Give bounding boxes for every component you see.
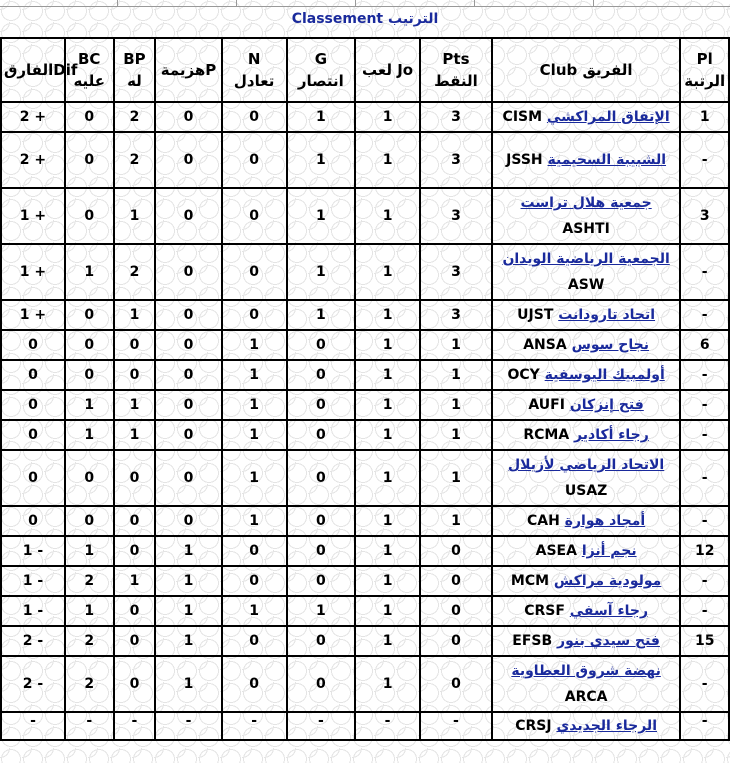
- table-row: [1, 188, 729, 244]
- top-border-strip: [0, 0, 730, 7]
- cell-g: 0: [287, 390, 355, 420]
- cell-jo: -: [355, 712, 420, 740]
- cell-g: 0: [287, 330, 355, 360]
- cell-club: [492, 132, 681, 188]
- cell-bc: 0: [65, 188, 114, 244]
- cell-n: 1: [222, 360, 287, 390]
- club-code: RCMA: [523, 427, 570, 443]
- club-link[interactable]: الرجاء الجديدي: [556, 718, 657, 734]
- cell-bc: 1: [65, 390, 114, 420]
- cell-jo: 1: [355, 132, 420, 188]
- cell-dif: 2 +: [1, 132, 65, 188]
- header-bp: BP له: [114, 38, 156, 102]
- cell-bp: 0: [114, 330, 156, 360]
- cell-n: 0: [222, 656, 287, 712]
- cell-p: 1: [155, 656, 221, 712]
- cell-dif: 0: [1, 360, 65, 390]
- cell-bp: 0: [114, 626, 156, 656]
- cell-p: 0: [155, 360, 221, 390]
- table-row: [1, 450, 729, 506]
- cell-bp: 0: [114, 360, 156, 390]
- table-row: [1, 566, 729, 596]
- table-row: [1, 420, 729, 450]
- cell-pl: -: [680, 506, 729, 536]
- cell-p: 0: [155, 390, 221, 420]
- cell-club: [492, 656, 681, 712]
- table-row: [1, 656, 729, 712]
- cell-bp: 1: [114, 420, 156, 450]
- cell-pl: -: [680, 712, 729, 740]
- cell-p: 0: [155, 450, 221, 506]
- cell-pts: 1: [420, 390, 492, 420]
- cell-p: 0: [155, 188, 221, 244]
- cell-club: [492, 102, 681, 132]
- cell-g: 0: [287, 450, 355, 506]
- cell-g: 1: [287, 596, 355, 626]
- header-row: [1, 38, 729, 102]
- club-link[interactable]: الشبيبة السحيمية: [547, 152, 667, 168]
- cell-dif: 0: [1, 390, 65, 420]
- cell-dif: 0: [1, 450, 65, 506]
- standings-table: [0, 37, 730, 741]
- cell-jo: 1: [355, 330, 420, 360]
- cell-bp: 2: [114, 102, 156, 132]
- cell-pl: -: [680, 656, 729, 712]
- header-n: N تعادل: [222, 38, 287, 102]
- header-club: Club الفريق: [492, 38, 681, 102]
- table-row: [1, 330, 729, 360]
- cell-bp: 0: [114, 596, 156, 626]
- cell-club: [492, 300, 681, 330]
- cell-jo: 1: [355, 188, 420, 244]
- cell-p: -: [155, 712, 221, 740]
- cell-pl: 12: [680, 536, 729, 566]
- header-pts: Pts النقط: [420, 38, 492, 102]
- cell-n: 0: [222, 188, 287, 244]
- cell-pts: 1: [420, 506, 492, 536]
- club-link[interactable]: رجاء أكادير: [574, 427, 649, 443]
- cell-bp: 0: [114, 450, 156, 506]
- header-dif: الفارقDif: [1, 38, 65, 102]
- club-link[interactable]: أمجاد هوارة: [564, 513, 646, 529]
- cell-pts: 0: [420, 566, 492, 596]
- cell-pl: -: [680, 132, 729, 188]
- cell-dif: 1 +: [1, 188, 65, 244]
- cell-bp: 0: [114, 656, 156, 712]
- cell-club: [492, 390, 681, 420]
- table-row: [1, 536, 729, 566]
- cell-dif: 0: [1, 420, 65, 450]
- club-code: UJST: [517, 307, 554, 323]
- club-link[interactable]: الجمعية الرياضية الويدان: [502, 251, 670, 267]
- club-link[interactable]: رجاء آسفي: [569, 603, 649, 619]
- cell-n: 0: [222, 536, 287, 566]
- table-row: [1, 390, 729, 420]
- cell-g: 1: [287, 244, 355, 300]
- cell-pl: -: [680, 596, 729, 626]
- cell-g: 0: [287, 626, 355, 656]
- cell-bc: 0: [65, 300, 114, 330]
- cell-bc: 0: [65, 506, 114, 536]
- club-code: ARCA: [564, 689, 608, 705]
- cell-bc: -: [65, 712, 114, 740]
- cell-p: 0: [155, 420, 221, 450]
- cell-club: [492, 506, 681, 536]
- header-bc: BC عليه: [65, 38, 114, 102]
- cell-club: [492, 360, 681, 390]
- cell-g: 0: [287, 506, 355, 536]
- cell-club: [492, 596, 681, 626]
- cell-jo: 1: [355, 420, 420, 450]
- cell-p: 1: [155, 566, 221, 596]
- cell-pl: -: [680, 420, 729, 450]
- club-code: ASHTI: [562, 221, 610, 237]
- cell-p: 0: [155, 244, 221, 300]
- table-row: [1, 506, 729, 536]
- cell-pts: 0: [420, 656, 492, 712]
- club-link[interactable]: فتح إنزكان: [569, 397, 644, 413]
- cell-club: [492, 330, 681, 360]
- club-link[interactable]: الاتحاد الرياضي لأزيلال: [507, 457, 665, 473]
- cell-pl: -: [680, 360, 729, 390]
- cell-pl: -: [680, 566, 729, 596]
- table-row: [1, 300, 729, 330]
- cell-g: 1: [287, 188, 355, 244]
- cell-n: 0: [222, 566, 287, 596]
- club-code: ASW: [567, 277, 605, 293]
- cell-g: -: [287, 712, 355, 740]
- cell-jo: 1: [355, 390, 420, 420]
- table-row: [1, 132, 729, 188]
- cell-n: 1: [222, 420, 287, 450]
- club-link[interactable]: نجاح سوس: [571, 337, 649, 353]
- cell-dif: 1 +: [1, 300, 65, 330]
- cell-pts: 3: [420, 102, 492, 132]
- cell-n: -: [222, 712, 287, 740]
- cell-n: 0: [222, 102, 287, 132]
- cell-pts: -: [420, 712, 492, 740]
- header-g: G انتصار: [287, 38, 355, 102]
- table-row: [1, 712, 729, 740]
- table-row: [1, 102, 729, 132]
- cell-club: [492, 450, 681, 506]
- cell-club: [492, 420, 681, 450]
- cell-pts: 1: [420, 420, 492, 450]
- cell-n: 0: [222, 244, 287, 300]
- cell-jo: 1: [355, 536, 420, 566]
- table-row: [1, 244, 729, 300]
- cell-p: 0: [155, 300, 221, 330]
- cell-jo: 1: [355, 360, 420, 390]
- cell-bp: 1: [114, 390, 156, 420]
- cell-bc: 0: [65, 450, 114, 506]
- cell-bc: 0: [65, 330, 114, 360]
- cell-bc: 1: [65, 244, 114, 300]
- cell-bc: 1: [65, 596, 114, 626]
- cell-g: 1: [287, 102, 355, 132]
- table-row: [1, 626, 729, 656]
- cell-n: 0: [222, 626, 287, 656]
- cell-pts: 1: [420, 360, 492, 390]
- cell-jo: 1: [355, 596, 420, 626]
- cell-dif: 1 -: [1, 536, 65, 566]
- cell-g: 0: [287, 536, 355, 566]
- club-code: EFSB: [512, 633, 553, 649]
- cell-p: 0: [155, 330, 221, 360]
- cell-club: [492, 626, 681, 656]
- club-code: CRSF: [524, 603, 565, 619]
- cell-pl: 3: [680, 188, 729, 244]
- cell-bc: 0: [65, 360, 114, 390]
- cell-jo: 1: [355, 244, 420, 300]
- cell-dif: -: [1, 712, 65, 740]
- club-code: CISM: [502, 109, 543, 125]
- club-code: CAH: [527, 513, 560, 529]
- club-code: USAZ: [564, 483, 608, 499]
- club-code: ASEA: [535, 543, 577, 559]
- cell-bp: 1: [114, 188, 156, 244]
- cell-n: 1: [222, 390, 287, 420]
- cell-pts: 3: [420, 132, 492, 188]
- cell-bc: 1: [65, 420, 114, 450]
- cell-g: 1: [287, 300, 355, 330]
- cell-dif: 1 -: [1, 596, 65, 626]
- cell-jo: 1: [355, 656, 420, 712]
- cell-p: 0: [155, 102, 221, 132]
- cell-p: 1: [155, 596, 221, 626]
- cell-bc: 2: [65, 566, 114, 596]
- cell-g: 0: [287, 360, 355, 390]
- cell-g: 0: [287, 420, 355, 450]
- club-link[interactable]: جمعية هلال تراست: [520, 195, 652, 211]
- cell-club: [492, 566, 681, 596]
- header-p: هزيمةP: [155, 38, 221, 102]
- cell-g: 1: [287, 132, 355, 188]
- cell-club: [492, 536, 681, 566]
- cell-pts: 1: [420, 450, 492, 506]
- club-link[interactable]: الإتفاق المراكشي: [546, 109, 670, 125]
- cell-pts: 1: [420, 330, 492, 360]
- club-code: MCM: [510, 573, 550, 589]
- cell-n: 0: [222, 132, 287, 188]
- cell-pl: 15: [680, 626, 729, 656]
- cell-g: 0: [287, 656, 355, 712]
- club-code: AUFI: [528, 397, 565, 413]
- cell-dif: 1 -: [1, 566, 65, 596]
- cell-pts: 0: [420, 596, 492, 626]
- cell-bp: 2: [114, 244, 156, 300]
- cell-jo: 1: [355, 450, 420, 506]
- cell-pts: 0: [420, 626, 492, 656]
- club-link[interactable]: اتحاد تارودانت: [558, 307, 656, 323]
- cell-pl: 6: [680, 330, 729, 360]
- cell-pts: 0: [420, 536, 492, 566]
- cell-pts: 3: [420, 188, 492, 244]
- club-link[interactable]: فتح سيدي بنور: [557, 633, 660, 649]
- cell-pl: 1: [680, 102, 729, 132]
- cell-bc: 1: [65, 536, 114, 566]
- cell-club: [492, 244, 681, 300]
- cell-pl: -: [680, 300, 729, 330]
- cell-club: [492, 188, 681, 244]
- page-title: Classement الترتيب: [291, 11, 439, 27]
- cell-n: 0: [222, 300, 287, 330]
- club-code: ANSA: [523, 337, 567, 353]
- cell-jo: 1: [355, 566, 420, 596]
- cell-pl: -: [680, 450, 729, 506]
- cell-pts: 3: [420, 300, 492, 330]
- club-code: OCY: [507, 367, 540, 383]
- cell-bc: 2: [65, 626, 114, 656]
- table-row: [1, 360, 729, 390]
- cell-p: 1: [155, 536, 221, 566]
- cell-dif: 0: [1, 330, 65, 360]
- cell-n: 1: [222, 596, 287, 626]
- club-link[interactable]: مولودية مراكش: [553, 573, 662, 589]
- header-jo: لعب Jo: [355, 38, 420, 102]
- cell-bc: 2: [65, 656, 114, 712]
- cell-dif: 2 -: [1, 656, 65, 712]
- club-code: JSSH: [506, 152, 543, 168]
- cell-dif: 0: [1, 506, 65, 536]
- club-link[interactable]: أولمبيك اليوسفية: [544, 367, 665, 383]
- cell-bp: 0: [114, 536, 156, 566]
- club-code: CRSJ: [515, 718, 552, 734]
- cell-pl: -: [680, 244, 729, 300]
- cell-jo: 1: [355, 300, 420, 330]
- cell-bc: 0: [65, 102, 114, 132]
- standings-body: [1, 102, 729, 740]
- cell-dif: 2 -: [1, 626, 65, 656]
- cell-bc: 0: [65, 132, 114, 188]
- cell-n: 1: [222, 330, 287, 360]
- header-pl: Pl الرتبة: [680, 38, 729, 102]
- cell-bp: 1: [114, 566, 156, 596]
- club-link[interactable]: نهضة شروق العطاوية: [511, 663, 661, 679]
- cell-pts: 3: [420, 244, 492, 300]
- cell-pl: -: [680, 390, 729, 420]
- cell-bp: 2: [114, 132, 156, 188]
- cell-bp: -: [114, 712, 156, 740]
- cell-g: 0: [287, 566, 355, 596]
- cell-jo: 1: [355, 506, 420, 536]
- cell-p: 1: [155, 626, 221, 656]
- cell-bp: 1: [114, 300, 156, 330]
- cell-p: 0: [155, 506, 221, 536]
- table-row: [1, 596, 729, 626]
- cell-dif: 2 +: [1, 102, 65, 132]
- cell-dif: 1 +: [1, 244, 65, 300]
- cell-jo: 1: [355, 626, 420, 656]
- cell-n: 1: [222, 450, 287, 506]
- club-link[interactable]: نجم أنزا: [581, 543, 637, 559]
- cell-bp: 0: [114, 506, 156, 536]
- cell-n: 1: [222, 506, 287, 536]
- cell-jo: 1: [355, 102, 420, 132]
- cell-p: 0: [155, 132, 221, 188]
- cell-club: [492, 712, 681, 740]
